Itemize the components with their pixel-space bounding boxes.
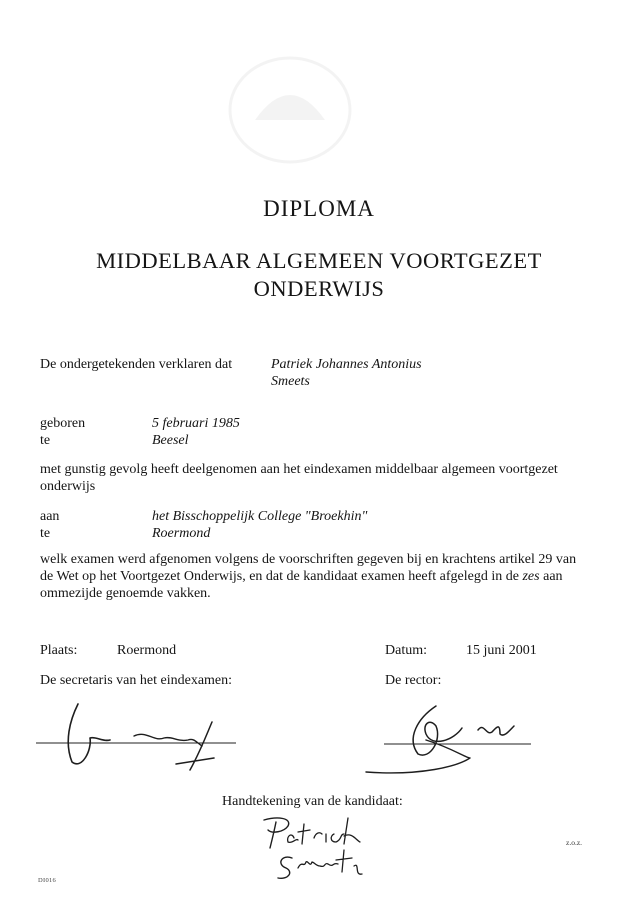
overleaf-note: z.o.z. <box>566 838 583 847</box>
school-name: het Bisschoppelijk College "Broekhin" <box>152 509 368 524</box>
candidate-name-line-1: Patriek Johannes Antonius <box>271 357 422 372</box>
rules-paragraph <box>40 551 600 603</box>
candidate-signature-label: Handtekening van de kandidaat: <box>222 794 403 809</box>
secretary-label: De secretaris van het eindexamen: <box>40 673 233 688</box>
rules-line-1: welk examen werd afgenomen volgens de voorschriften gegeven bij en krachtens artikel 29 van <box>40 552 577 567</box>
place-label: Plaats: <box>40 643 78 658</box>
rector-label: De rector: <box>385 673 442 688</box>
school-label: aan <box>40 509 60 524</box>
rules-line-2-start: de Wet op het Voortgezet Onderwijs, en dat de kandidaat examen heeft afgelegd in de <box>40 569 523 585</box>
school-place: Roermond <box>152 526 211 541</box>
exam-statement-line-1: met gunstig gevolg heeft deelgenomen aan het eindexamen middelbaar algemeen voortgezet <box>40 462 558 477</box>
candidate-name-line-2: Smeets <box>271 374 310 389</box>
rules-line-3: ommezijde genoemde vakken. <box>40 586 211 602</box>
rules-line-2-end: aan <box>539 569 563 585</box>
candidate-signature <box>258 810 398 882</box>
subject-count: zes <box>522 569 540 585</box>
form-code: DI016 <box>38 877 57 884</box>
rector-signature <box>366 700 536 780</box>
born-date: 5 februari 1985 <box>152 416 240 431</box>
date-label: Datum: <box>385 643 427 658</box>
rules-line-2 <box>40 568 600 585</box>
secretary-signature <box>36 700 246 780</box>
place-value: Roermond <box>117 643 177 658</box>
exam-statement <box>40 461 600 495</box>
subtitle-line-1: MIDDELBAAR ALGEMEEN VOORTGEZET <box>96 248 542 273</box>
watermark-seal <box>220 50 360 170</box>
school-place-label: te <box>40 526 51 541</box>
candidate-name <box>271 356 422 390</box>
diploma-subtitle <box>0 247 638 303</box>
date-value: 15 juni 2001 <box>466 643 537 658</box>
subtitle-line-2: ONDERWIJS <box>253 276 385 301</box>
born-place: Beesel <box>152 433 189 448</box>
diploma-title: DIPLOMA <box>263 196 375 221</box>
exam-statement-line-2: onderwijs <box>40 479 96 495</box>
declaration-label: De ondergetekenden verklaren dat <box>40 357 233 372</box>
born-place-label: te <box>40 433 51 448</box>
born-label: geboren <box>40 416 86 431</box>
